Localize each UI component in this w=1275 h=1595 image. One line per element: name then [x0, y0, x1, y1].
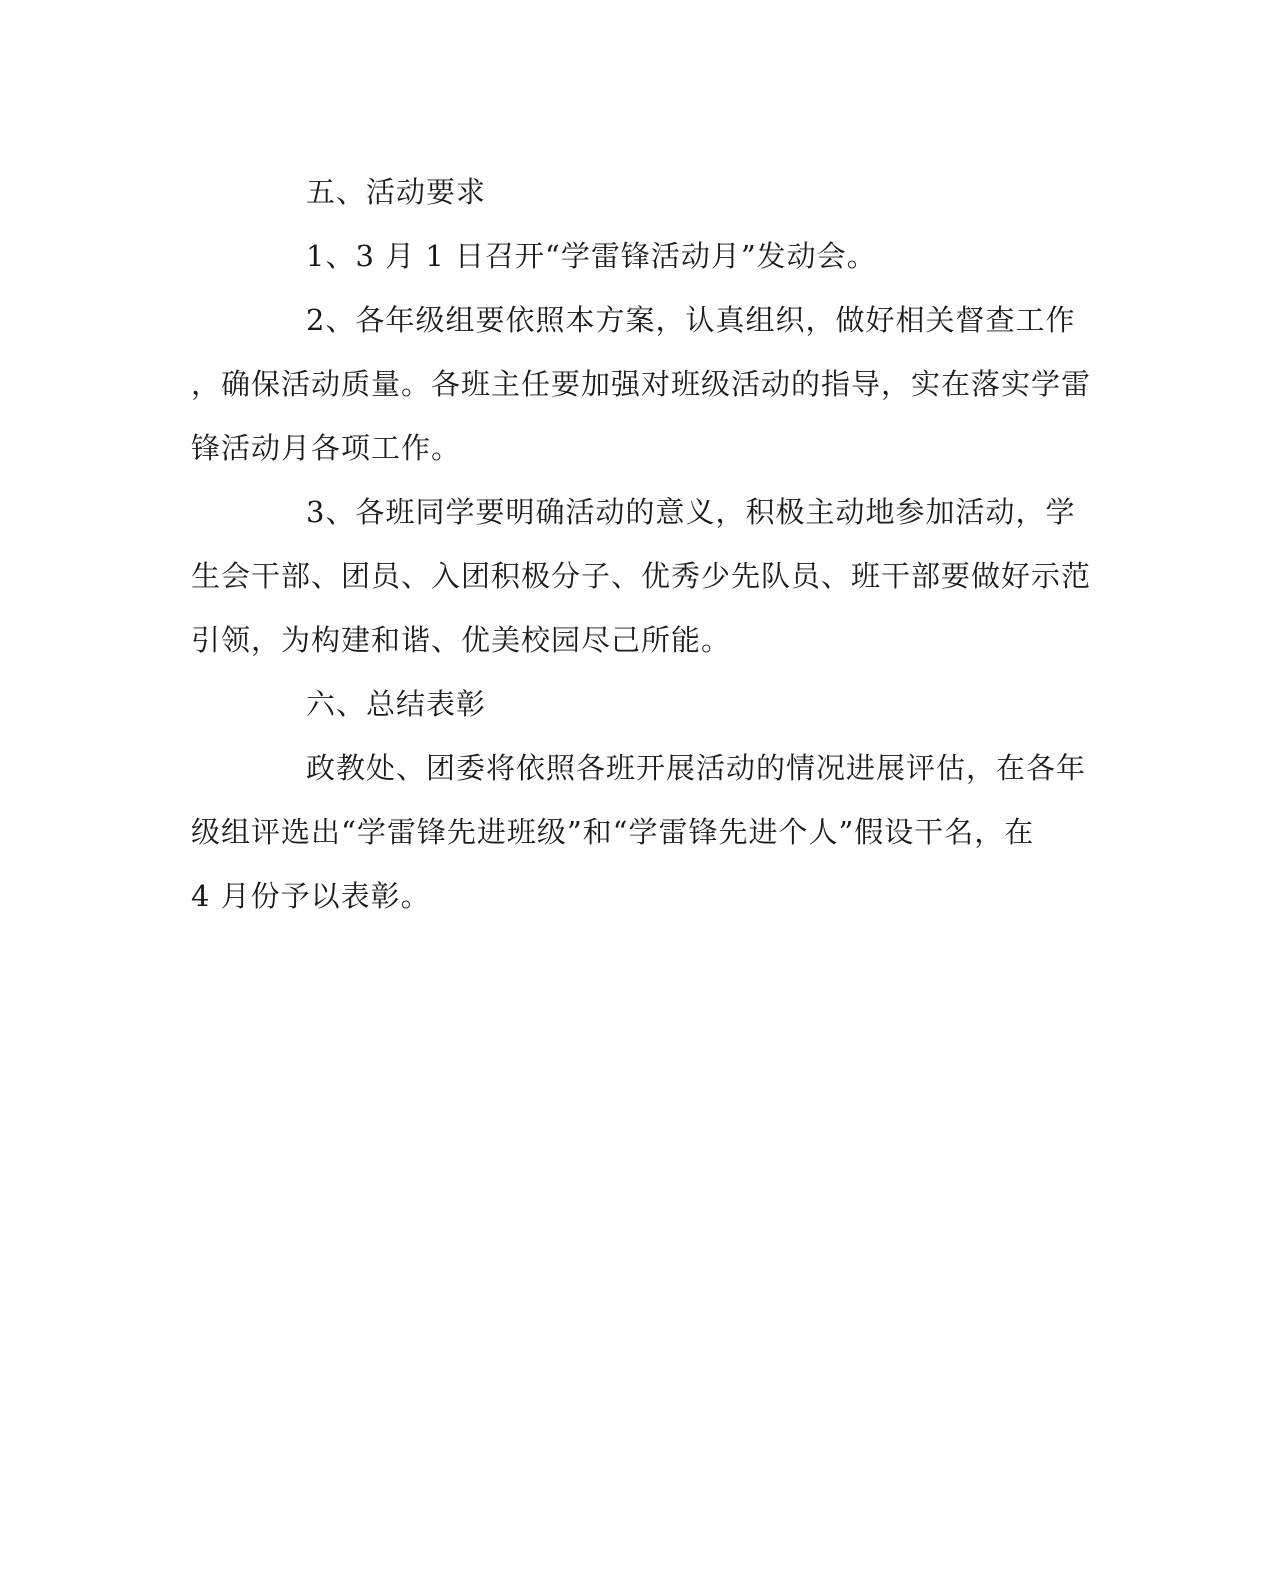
summary-paragraph-line-1: 政教处、团委将依照各班开展活动的情况进展评估，在各年	[306, 751, 1087, 785]
requirement-item-3-line-2: 生会干部、团员、入团积极分子、优秀少先队员、班干部要做好示范	[191, 559, 1092, 593]
requirement-item-2-line-3: 锋活动月各项工作。	[191, 431, 462, 465]
requirement-item-1: 1、3 月 1 日召开“学雷锋活动月”发动会。	[306, 239, 877, 273]
requirement-item-2-line-2: ，确保活动质量。各班主任要加强对班级活动的指导，实在落实学雷	[191, 367, 1092, 401]
summary-paragraph-line-3: 4 月份予以表彰。	[191, 879, 431, 913]
requirement-item-3-line-1: 3、各班同学要明确活动的意义，积极主动地参加活动，学	[306, 495, 1076, 529]
requirement-item-3-line-3: 引领，为构建和谐、优美校园尽己所能。	[191, 623, 732, 657]
section-heading-summary-commendation: 六、总结表彰	[306, 687, 487, 721]
requirement-item-2-line-1: 2、各年级组要依照本方案，认真组织，做好相关督查工作	[306, 303, 1076, 337]
summary-paragraph-line-2: 级组评选出“学雷锋先进班级”和“学雷锋先进个人”假设干名，在	[191, 815, 1035, 849]
document-body	[191, 160, 1092, 928]
section-heading-activity-requirements: 五、活动要求	[306, 175, 487, 209]
